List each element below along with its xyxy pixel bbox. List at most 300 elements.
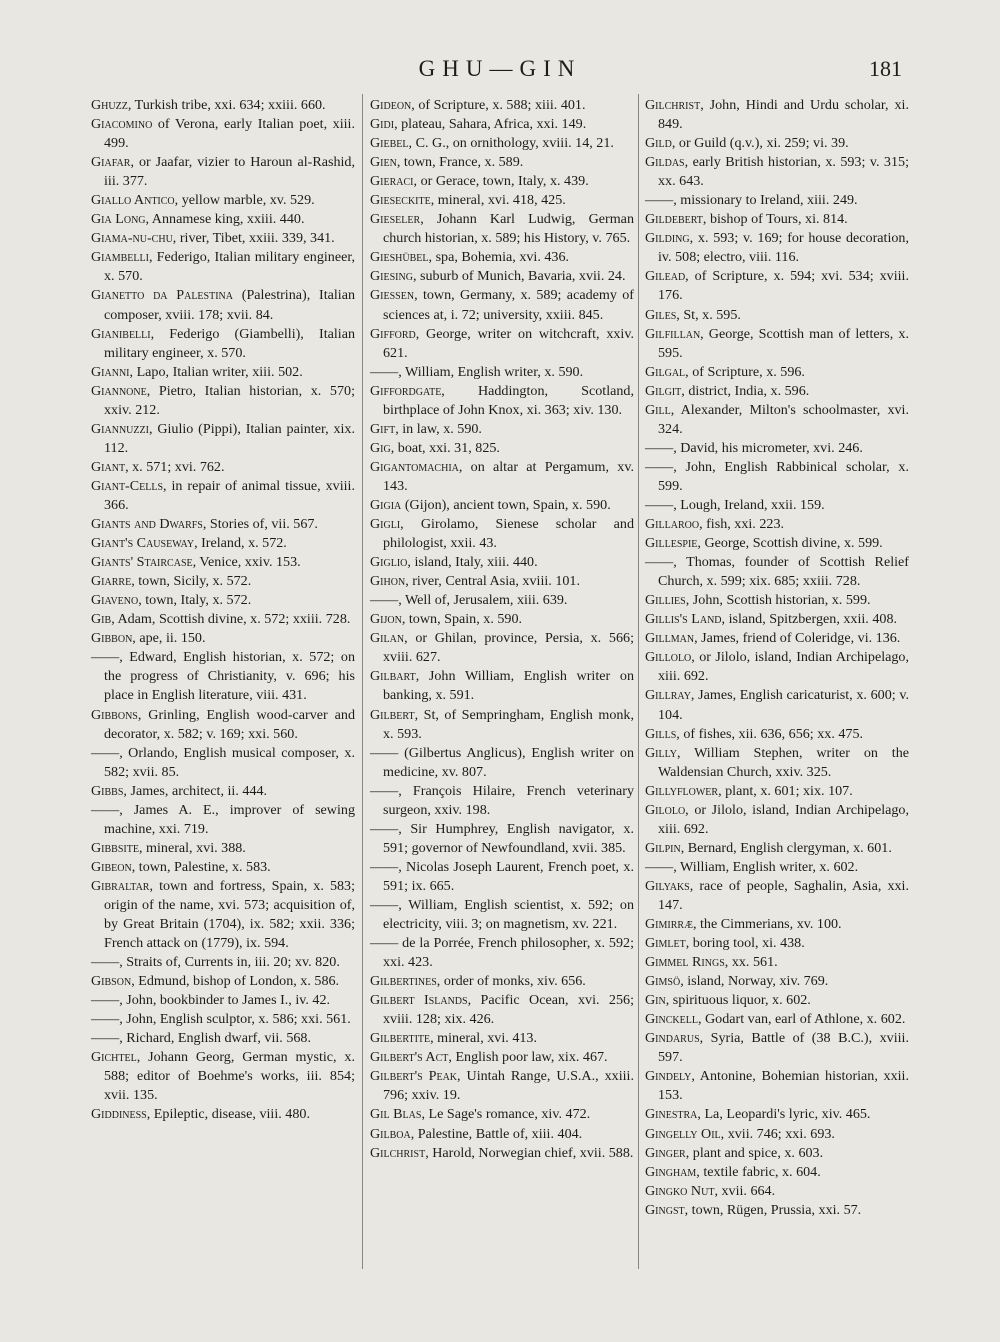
index-entry — [645, 191, 909, 210]
entry-text: ——, Sir Humphrey, English navigator, x. 591; governor of Newfoundland, xvii. 385. — [370, 820, 634, 856]
entry-headword: Gills — [645, 725, 677, 742]
entry-text: , Lapo, Italian writer, xiii. 502. — [129, 363, 303, 380]
index-column-3 — [645, 96, 909, 1220]
index-entry — [91, 629, 355, 648]
entry-headword: Gibbsite — [91, 839, 139, 856]
entry-text: , Alexander, Milton's schoolmaster, xvi. 324. — [658, 401, 909, 437]
entry-headword: Gilyaks — [645, 877, 690, 894]
entry-text: ——, William, English scientist, x. 592; on electricity, viii. 3; on magnetism, xv. 221. — [370, 896, 634, 933]
index-entry — [91, 191, 355, 210]
index-entry — [645, 591, 909, 610]
entry-headword: Gihon — [370, 573, 406, 590]
entry-text: , Bernard, English clergyman, x. 601. — [680, 839, 892, 856]
entry-text: ——, John, bookbinder to James I., iv. 42. — [91, 992, 331, 1009]
index-entry — [645, 1201, 909, 1220]
index-entry — [645, 229, 909, 267]
index-entry — [645, 858, 909, 877]
entry-text: ——, James A. E., improver of sewing machine, xxi. 719. — [91, 801, 355, 837]
index-entry — [645, 991, 909, 1010]
entry-text: of Verona, early Italian poet, xiii. 499. — [104, 116, 355, 152]
entry-text: , boat, xxi. 31, 825. — [390, 439, 500, 456]
index-entry — [370, 191, 634, 210]
entry-text: , spa, Bohemia, xvi. 436. — [428, 249, 570, 266]
entry-text: , of Scripture, x. 594; xvi. 534; xviii. 176. — [658, 268, 909, 304]
index-entry — [91, 553, 355, 572]
entry-text: , river, Central Asia, xviii. 101. — [405, 573, 580, 590]
entry-text: , x. 593; v. 169; for house decoration, iv. 508; electro, viii. 116. — [658, 230, 909, 266]
entry-text: ——, Thomas, founder of Scottish Relief Church, x. 599; xix. 685; xxiii. 728. — [645, 554, 909, 590]
entry-headword: Gingst — [645, 1201, 685, 1218]
entry-headword: Gien — [370, 154, 397, 171]
entry-text: , John, Scottish historian, x. 599. — [685, 592, 871, 609]
entry-text: , Giulio (Pippi), Italian painter, xix. 112. — [104, 420, 355, 456]
index-entry — [370, 210, 634, 248]
entry-headword: Giannone — [91, 382, 147, 399]
entry-headword: Gillyflower — [645, 782, 719, 799]
entry-headword: Gilan — [370, 630, 405, 647]
entry-text: , Palestine, Battle of, xiii. 404. — [410, 1125, 583, 1142]
entry-text: ——, John, English Rabbinical scholar, x. 599. — [645, 458, 909, 494]
entry-headword: Gin — [645, 992, 666, 1009]
entry-headword: Gilly — [645, 744, 677, 761]
index-entry — [645, 458, 909, 496]
entry-headword: Gillis's Land — [645, 611, 722, 628]
entry-headword: Gibraltar — [91, 877, 150, 894]
index-entry — [370, 667, 634, 705]
entry-headword: Giant's Causeway — [91, 535, 195, 552]
entry-text: , fish, xxi. 223. — [699, 516, 785, 533]
entry-text: , early British historian, x. 593; v. 315; xx. 643. — [658, 154, 909, 190]
entry-text: , xvii. 664. — [714, 1182, 776, 1199]
entry-headword: Gilgit — [645, 382, 682, 399]
entry-text: , George, Scottish divine, x. 599. — [697, 535, 883, 552]
index-entry — [91, 153, 355, 191]
entry-text: , Ireland, x. 572. — [194, 535, 287, 552]
entry-text: , or Guild (q.v.), xi. 259; vi. 39. — [671, 135, 849, 152]
entry-headword: Gilbert Islands — [370, 992, 468, 1009]
index-column-2 — [370, 96, 634, 1163]
entry-text: , Syria, Battle of (38 B.C.), xviii. 597. — [658, 1030, 909, 1066]
entry-headword: Gilbert — [370, 706, 415, 723]
index-entry — [645, 782, 909, 801]
index-entry — [370, 134, 634, 153]
entry-headword: Gianni — [91, 363, 130, 380]
entry-text: ——, John, English sculptor, x. 586; xxi. 561. — [91, 1011, 351, 1028]
entry-headword: Gindarus — [645, 1030, 700, 1047]
entry-text: , Edmund, bishop of London, x. 586. — [131, 973, 340, 990]
entry-headword: Giants' Staircase — [91, 554, 193, 571]
entry-headword: Gill — [645, 401, 671, 418]
entry-headword: Giannuzzi — [91, 420, 149, 437]
index-entry — [645, 1182, 909, 1201]
entry-headword: Gibeon — [91, 858, 132, 875]
entry-text: , or Ghilan, province, Persia, x. 566; xviii. 627. — [383, 630, 634, 666]
entry-headword: Gimmel Rings — [645, 954, 725, 971]
entry-headword: Gilbertines — [370, 973, 437, 990]
index-entry — [645, 610, 909, 629]
entry-headword: Gimirræ — [645, 916, 693, 933]
entry-text: ——, Richard, English dwarf, vii. 568. — [91, 1030, 311, 1047]
entry-headword: Gilpin — [645, 839, 681, 856]
index-entry — [645, 839, 909, 858]
index-entry — [370, 1144, 634, 1163]
entry-headword: Gillolo — [645, 649, 692, 666]
entry-headword: Giaveno — [91, 592, 139, 609]
entry-text: , James, English caricaturist, x. 600; v. 104. — [658, 687, 909, 723]
entry-headword: Gig — [370, 439, 391, 456]
entry-text: , English poor law, xix. 467. — [448, 1049, 608, 1066]
entry-text: , order of monks, xiv. 656. — [436, 973, 586, 990]
entry-headword: Gimlet — [645, 935, 686, 952]
index-entry — [370, 325, 634, 363]
index-entry — [645, 134, 909, 153]
entry-text: , Annamese king, xxiii. 440. — [145, 211, 305, 228]
entry-headword: Gieshübel — [370, 249, 429, 266]
entry-text: , island, Spitzbergen, xxii. 408. — [721, 611, 898, 628]
entry-text: , Pietro, Italian historian, x. 570; xxiv. 212. — [104, 382, 355, 418]
entry-text: , Johann Karl Ludwig, German church historian, x. 589; his History, v. 765. — [383, 211, 634, 247]
index-entry — [91, 801, 355, 839]
index-entry — [645, 934, 909, 953]
index-entry — [91, 839, 355, 858]
entry-text: ——, Well of, Jerusalem, xiii. 639. — [370, 592, 568, 609]
entry-text: , or Gerace, town, Italy, x. 439. — [413, 173, 589, 190]
index-entry — [645, 534, 909, 553]
index-entry — [645, 1105, 909, 1124]
entry-headword: Giles — [645, 306, 677, 323]
entry-text: ——, Nicolas Joseph Laurent, French poet, x. 591; ix. 665. — [370, 858, 634, 894]
index-entry — [91, 877, 355, 953]
entry-headword: Gillman — [645, 630, 695, 647]
entry-headword: Gigantomachia — [370, 458, 459, 475]
entry-text: , John, Hindi and Urdu scholar, xi. 849. — [658, 97, 909, 133]
entry-headword: Gilding — [645, 230, 690, 247]
entry-text: , James, architect, ii. 444. — [123, 782, 268, 799]
index-entry — [91, 782, 355, 801]
entry-text: , ape, ii. 150. — [132, 630, 206, 647]
entry-text: , in repair of animal tissue, xviii. 366. — [104, 477, 355, 513]
index-entry — [370, 744, 634, 782]
page-header — [0, 56, 1000, 86]
index-entry — [645, 210, 909, 229]
entry-text: , Grinling, English wood-carver and decorator, x. 582; v. 169; xxi. 560. — [104, 706, 355, 742]
entry-text: , town, Palestine, x. 583. — [131, 858, 271, 875]
entry-text: , mineral, xvi. 388. — [138, 839, 246, 856]
entry-headword: Gilead — [645, 268, 686, 285]
entry-text: , yellow marble, xv. 529. — [174, 192, 315, 209]
index-entry — [370, 96, 634, 115]
index-entry — [645, 153, 909, 191]
entry-text: , bishop of Tours, xi. 814. — [702, 211, 848, 228]
index-entry — [91, 363, 355, 382]
entry-headword: Gingelly Oil — [645, 1125, 721, 1142]
entry-text: , or Jilolo, island, Indian Archipelago, xiii. 692. — [658, 801, 909, 837]
entry-text: , of Scripture, x. 588; xiii. 401. — [411, 97, 586, 113]
entry-text: , the Cimmerians, xv. 100. — [692, 916, 842, 933]
entry-headword: Gigli — [370, 516, 401, 533]
index-entry — [91, 648, 355, 705]
index-entry — [370, 1125, 634, 1144]
index-entry — [645, 306, 909, 325]
entry-text: , town, Sicily, x. 572. — [131, 573, 252, 590]
entry-text: ——, William, English writer, x. 602. — [645, 858, 859, 875]
index-entry — [91, 706, 355, 744]
index-entry — [91, 515, 355, 534]
entry-text: —— de la Porrée, French philosopher, x. 592; xxi. 423. — [370, 935, 634, 971]
entry-text: , town, Italy, x. 572. — [138, 592, 252, 609]
index-entry — [370, 553, 634, 572]
entry-text: , town, Rügen, Prussia, xxi. 57. — [684, 1201, 862, 1218]
index-entry — [645, 496, 909, 515]
entry-headword: Giacomino — [91, 116, 153, 133]
entry-headword: Giddiness — [91, 1106, 147, 1123]
entry-headword: Gillies — [645, 592, 686, 609]
index-entry — [370, 1048, 634, 1067]
entry-text: , Haddington, Scotland, birthplace of John Knox, xi. 363; xiv. 130. — [383, 382, 634, 418]
entry-text: , Federigo, Italian military engineer, x. 570. — [104, 249, 355, 285]
index-entry — [645, 801, 909, 839]
entry-headword: Giama-nu-chu — [91, 230, 173, 247]
index-entry — [645, 725, 909, 744]
index-entry — [645, 325, 909, 363]
entry-headword: Giebel — [370, 135, 409, 152]
entry-text: , town and fortress, Spain, x. 583; origin of the name, xvi. 573; acquisition of, by Great Britain (1704), ix. 582; xxii. 336; French attack on (1779), ix. 594. — [104, 877, 355, 952]
entry-text: , boring tool, xi. 438. — [685, 935, 805, 952]
index-entry — [91, 1105, 355, 1124]
index-entry — [645, 877, 909, 915]
entry-text: , Federigo (Giambelli), Italian military engineer, x. 570. — [104, 325, 355, 361]
index-entry — [645, 96, 909, 134]
entry-text: , Uintah Range, U.S.A., xxiii. 796; xxiv. 19. — [383, 1068, 634, 1104]
entry-text: , town, Spain, x. 590. — [401, 611, 523, 628]
index-entry — [370, 1067, 634, 1105]
index-entry — [370, 782, 634, 820]
entry-text: , C. G., on ornithology, xviii. 14, 21. — [408, 135, 614, 152]
entry-text: , Le Sage's romance, xiv. 472. — [421, 1106, 591, 1123]
page-number: 181 — [869, 56, 902, 81]
index-entry — [370, 115, 634, 134]
entry-text: , island, Norway, xiv. 769. — [680, 973, 829, 990]
index-entry — [370, 706, 634, 744]
entry-headword: Gilbert's Act — [370, 1049, 449, 1066]
index-entry — [91, 458, 355, 477]
index-entry — [645, 972, 909, 991]
index-entry — [370, 858, 634, 896]
entry-headword: Giarre — [91, 573, 132, 590]
entry-text: , Girolamo, Sienese scholar and philologist, xxii. 43. — [383, 516, 634, 552]
entry-text: —— (Gilbertus Anglicus), English writer on medicine, xv. 807. — [370, 744, 634, 780]
index-entry — [91, 115, 355, 153]
index-entry — [91, 210, 355, 229]
index-entry — [91, 1048, 355, 1105]
entry-headword: Gillespie — [645, 535, 698, 552]
entry-headword: Gilbart — [370, 668, 416, 685]
entry-headword: Gibbs — [91, 782, 124, 799]
entry-headword: Gild — [645, 135, 672, 152]
entry-text: , of fishes, xii. 636, 656; xx. 475. — [676, 725, 864, 742]
entry-headword: Gildebert — [645, 211, 703, 228]
entry-text: , plant and spice, x. 603. — [685, 1144, 824, 1161]
index-entry — [91, 534, 355, 553]
entry-text: , James, friend of Coleridge, vi. 136. — [694, 630, 901, 647]
entry-text: , William Stephen, writer on the Waldensian Church, xxiv. 325. — [658, 744, 909, 780]
entry-headword: Gichtel — [91, 1049, 137, 1066]
entry-text: , St, x. 595. — [676, 306, 741, 323]
index-entry — [370, 1029, 634, 1048]
entry-headword: Gimsö — [645, 973, 681, 990]
index-entry — [370, 363, 634, 382]
index-entry — [370, 248, 634, 267]
index-entry — [645, 1067, 909, 1105]
entry-headword: Gildas — [645, 154, 685, 171]
index-entry — [370, 896, 634, 934]
entry-headword: Giesing — [370, 268, 413, 285]
entry-text: , on altar at Pergamum, xv. 143. — [383, 458, 634, 494]
index-entry — [370, 458, 634, 496]
index-entry — [91, 991, 355, 1010]
entry-headword: Ghuzz — [91, 97, 128, 113]
entry-headword: Gijon — [370, 611, 402, 628]
column-divider — [638, 94, 639, 1269]
entry-headword: Gilfillan — [645, 325, 701, 342]
entry-text: , Adam, Scottish divine, x. 572; xxiii. 728. — [111, 611, 351, 628]
entry-text: , in law, x. 590. — [395, 420, 482, 437]
entry-text: ——, William, English writer, x. 590. — [370, 363, 584, 380]
index-entry — [645, 1144, 909, 1163]
entry-text: , mineral, xvi. 413. — [430, 1030, 537, 1047]
entry-headword: Gianibelli — [91, 325, 151, 342]
entry-headword: Gilbert's Peak — [370, 1068, 458, 1085]
entry-headword: Gingham — [645, 1163, 697, 1180]
index-entry — [91, 286, 355, 324]
entry-headword: Gift — [370, 420, 396, 437]
entry-text: , xvii. 746; xxi. 693. — [720, 1125, 835, 1142]
entry-text: , Turkish tribe, xxi. 634; xxiii. 660. — [127, 97, 326, 113]
index-entry — [645, 648, 909, 686]
entry-text: , textile fabric, x. 604. — [696, 1163, 821, 1180]
entry-headword: Giant — [91, 458, 126, 475]
index-entry — [645, 686, 909, 724]
index-entry — [645, 439, 909, 458]
index-entry — [370, 153, 634, 172]
index-entry — [370, 286, 634, 324]
index-entry — [370, 439, 634, 458]
entry-text: , Johann Georg, German mystic, x. 588; editor of Boehme's works, iii. 854; xvii. 135. — [104, 1049, 355, 1104]
entry-headword: Gib — [91, 611, 112, 628]
entry-text: , Pacific Ocean, xvi. 256; xviii. 128; xix. 426. — [383, 992, 634, 1028]
entry-text: , river, Tibet, xxiii. 339, 341. — [172, 230, 335, 247]
index-entry — [370, 382, 634, 420]
index-entry — [370, 591, 634, 610]
entry-text: , Venice, xxiv. 153. — [192, 554, 301, 571]
index-entry — [370, 972, 634, 991]
entry-text: ——, David, his micrometer, xvi. 246. — [645, 439, 863, 456]
index-entry — [91, 744, 355, 782]
index-entry — [91, 248, 355, 286]
index-entry — [370, 572, 634, 591]
entry-text: , mineral, xvi. 418, 425. — [430, 192, 566, 209]
entry-headword: Gideon — [370, 97, 412, 113]
index-entry — [645, 1163, 909, 1182]
index-column-1 — [91, 96, 355, 1125]
entry-headword: Gieraci — [370, 173, 414, 190]
index-entry — [370, 267, 634, 286]
entry-headword: Gilgal — [645, 363, 686, 380]
index-entry — [370, 496, 634, 515]
index-entry — [370, 515, 634, 553]
index-entry — [645, 401, 909, 439]
index-entry — [91, 591, 355, 610]
entry-headword: Gidi — [370, 116, 395, 133]
index-entry — [645, 744, 909, 782]
entry-text: , town, France, x. 589. — [396, 154, 524, 171]
index-entry — [370, 629, 634, 667]
entry-text: , district, India, x. 596. — [681, 382, 810, 399]
entry-headword: Giffordgate — [370, 382, 442, 399]
index-entry — [91, 572, 355, 591]
index-entry — [370, 934, 634, 972]
entry-headword: Gianetto da Palestina — [91, 287, 233, 304]
index-entry — [91, 96, 355, 115]
entry-headword: Giafar — [91, 154, 131, 171]
entry-headword: Giallo Antico — [91, 192, 175, 209]
index-entry — [91, 420, 355, 458]
index-entry — [370, 820, 634, 858]
entry-text: , John William, English writer on banking, x. 591. — [383, 668, 634, 704]
entry-headword: Gieseckite — [370, 192, 431, 209]
entry-text: , Antonine, Bohemian historian, xxii. 153. — [658, 1068, 909, 1104]
entry-text: ——, Orlando, English musical composer, x. 582; xvii. 85. — [91, 744, 355, 780]
entry-text: , island, Italy, xiii. 440. — [407, 554, 538, 571]
entry-text: , town, Germany, x. 589; academy of sciences at, i. 72; university, xxiii. 845. — [383, 287, 634, 323]
column-divider — [362, 94, 363, 1269]
entry-headword: Gilboa — [370, 1125, 411, 1142]
entry-headword: Gieseler — [370, 211, 421, 228]
index-entry — [91, 610, 355, 629]
entry-text: (Palestrina), Italian composer, xviii. 178; xvii. 84. — [104, 287, 355, 323]
entry-headword: Ginckell — [645, 1011, 698, 1028]
index-entry — [645, 915, 909, 934]
entry-headword: Gifford — [370, 325, 416, 342]
index-entry — [645, 363, 909, 382]
entry-headword: Gibbon — [91, 630, 133, 647]
entry-headword: Gil Blas — [370, 1106, 422, 1123]
entry-headword: Giessen — [370, 287, 415, 304]
entry-text: , St, of Sempringham, English monk, x. 593. — [383, 706, 634, 742]
entry-headword: Gibson — [91, 973, 132, 990]
index-entry — [645, 515, 909, 534]
entry-text: , Stories of, vii. 567. — [202, 516, 318, 533]
entry-text: , George, Scottish man of letters, x. 595. — [658, 325, 909, 361]
entry-text: , or Jilolo, island, Indian Archipelago, xiii. 692. — [658, 649, 909, 685]
entry-text: ——, missionary to Ireland, xiii. 249. — [645, 192, 858, 209]
index-entry — [645, 1029, 909, 1067]
entry-headword: Gingko Nut — [645, 1182, 715, 1199]
entry-headword: Gillray — [645, 687, 691, 704]
entry-headword: Giant-Cells — [91, 477, 164, 494]
entry-headword: Ginger — [645, 1144, 686, 1161]
index-entry — [645, 1125, 909, 1144]
entry-headword: Ginestra — [645, 1106, 698, 1123]
index-entry — [645, 953, 909, 972]
entry-text: , Epileptic, disease, viii. 480. — [146, 1106, 310, 1123]
entry-text: , Harold, Norwegian chief, xvii. 588. — [425, 1144, 634, 1161]
entry-text: ——, Straits of, Currents in, iii. 20; xv. 820. — [91, 954, 340, 971]
index-entry — [91, 858, 355, 877]
index-entry — [645, 382, 909, 401]
index-entry — [91, 382, 355, 420]
entry-text: , race of people, Saghalin, Asia, xxi. 147. — [658, 877, 909, 913]
